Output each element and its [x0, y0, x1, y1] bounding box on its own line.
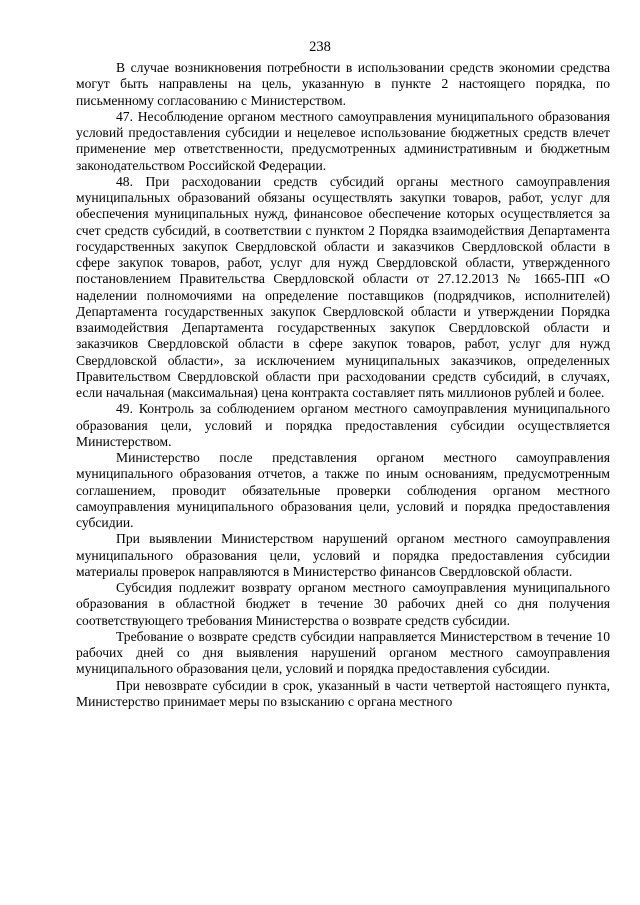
- paragraph-subsidy-return: Субсидия подлежит возврату органом местного самоуправления муниципального образования в областной бюджет в течение 30 рабочих дней со дня получения соответствующего требования Министерства о возврате средств субсидии.: [76, 580, 610, 628]
- paragraph-violations: При выявлении Министерством нарушений органом местного самоуправления муниципального образования цели, условий и порядка предоставления субсидии материалы проверок направляются в Министерство финансов Свердловской области.: [76, 531, 610, 579]
- paragraph-47: 47. Несоблюдение органом местного самоуправления муниципального образования условий предоставления субсидии и нецелевое использование бюджетных средств влечет применение мер ответственности, предусмотренных административным и бюджетным законодательством Российской Федерации.: [76, 108, 610, 173]
- paragraph-49: 49. Контроль за соблюдением органом местного самоуправления муниципального образования цели, условий и порядка предоставления субсидии осуществляется Министерством.: [76, 401, 610, 449]
- paragraph-ministry-checks: Министерство после представления органом местного самоуправления муниципального образования отчетов, а также по иным основаниям, предусмотренным соглашением, проводит обязательные проверки соблюдения органом местного самоуправления муниципального образования цели, условий и порядка предоставления субсидии.: [76, 450, 610, 530]
- paragraph-48: 48. При расходовании средств субсидий органы местного самоуправления муниципальных образований обязаны осуществлять закупки товаров, работ, услуг для обеспечения муниципальных нужд, финансовое обеспечение которых осуществляется за счет средств субсидий, в соответствии с пунктом 2 Порядка взаимодействия Департамента государственных закупок Свердловской области и заказчиков Свердловской области в сфере закупок товаров, работ, услуг для нужд Свердловской области, утвержденного постановлением Правительства Свердловской области от 27.12.2013 № 1665-ПП «О наделении полномочиями на определение поставщиков (подрядчиков, исполнителей) Департамента государственных закупок Свердловской области и утверждении Порядка взаимодействия Департамента государственных закупок Свердловской области и заказчиков Свердловской области в сфере закупок товаров, работ, услуг для нужд Свердловской области», за исключением муниципальных заказчиков, определенных Правительством Свердловской области при расходовании средств субсидий, в случаях, если начальная (максимальная) цена контракта составляет пять миллионов рублей и более.: [76, 173, 610, 400]
- page-number: 238: [309, 39, 331, 55]
- paragraph-return-demand: Требование о возврате средств субсидии направляется Министерством в течение 10 рабочих дней со дня выявления нарушений органом местного самоуправления муниципального образования цели, условий и порядка предоставления субсидии.: [76, 628, 610, 677]
- document-body: [76, 60, 610, 710]
- paragraph-non-return: При невозврате субсидии в срок, указанный в части четвертой настоящего пункта, Министерство принимает меры по взысканию с органа местного: [76, 677, 610, 709]
- paragraph-savings-usage: В случае возникновения потребности в использовании средств экономии средства могут быть направлены на цель, указанную в пункте 2 настоящего порядка, по письменному согласованию с Министерством.: [76, 60, 610, 108]
